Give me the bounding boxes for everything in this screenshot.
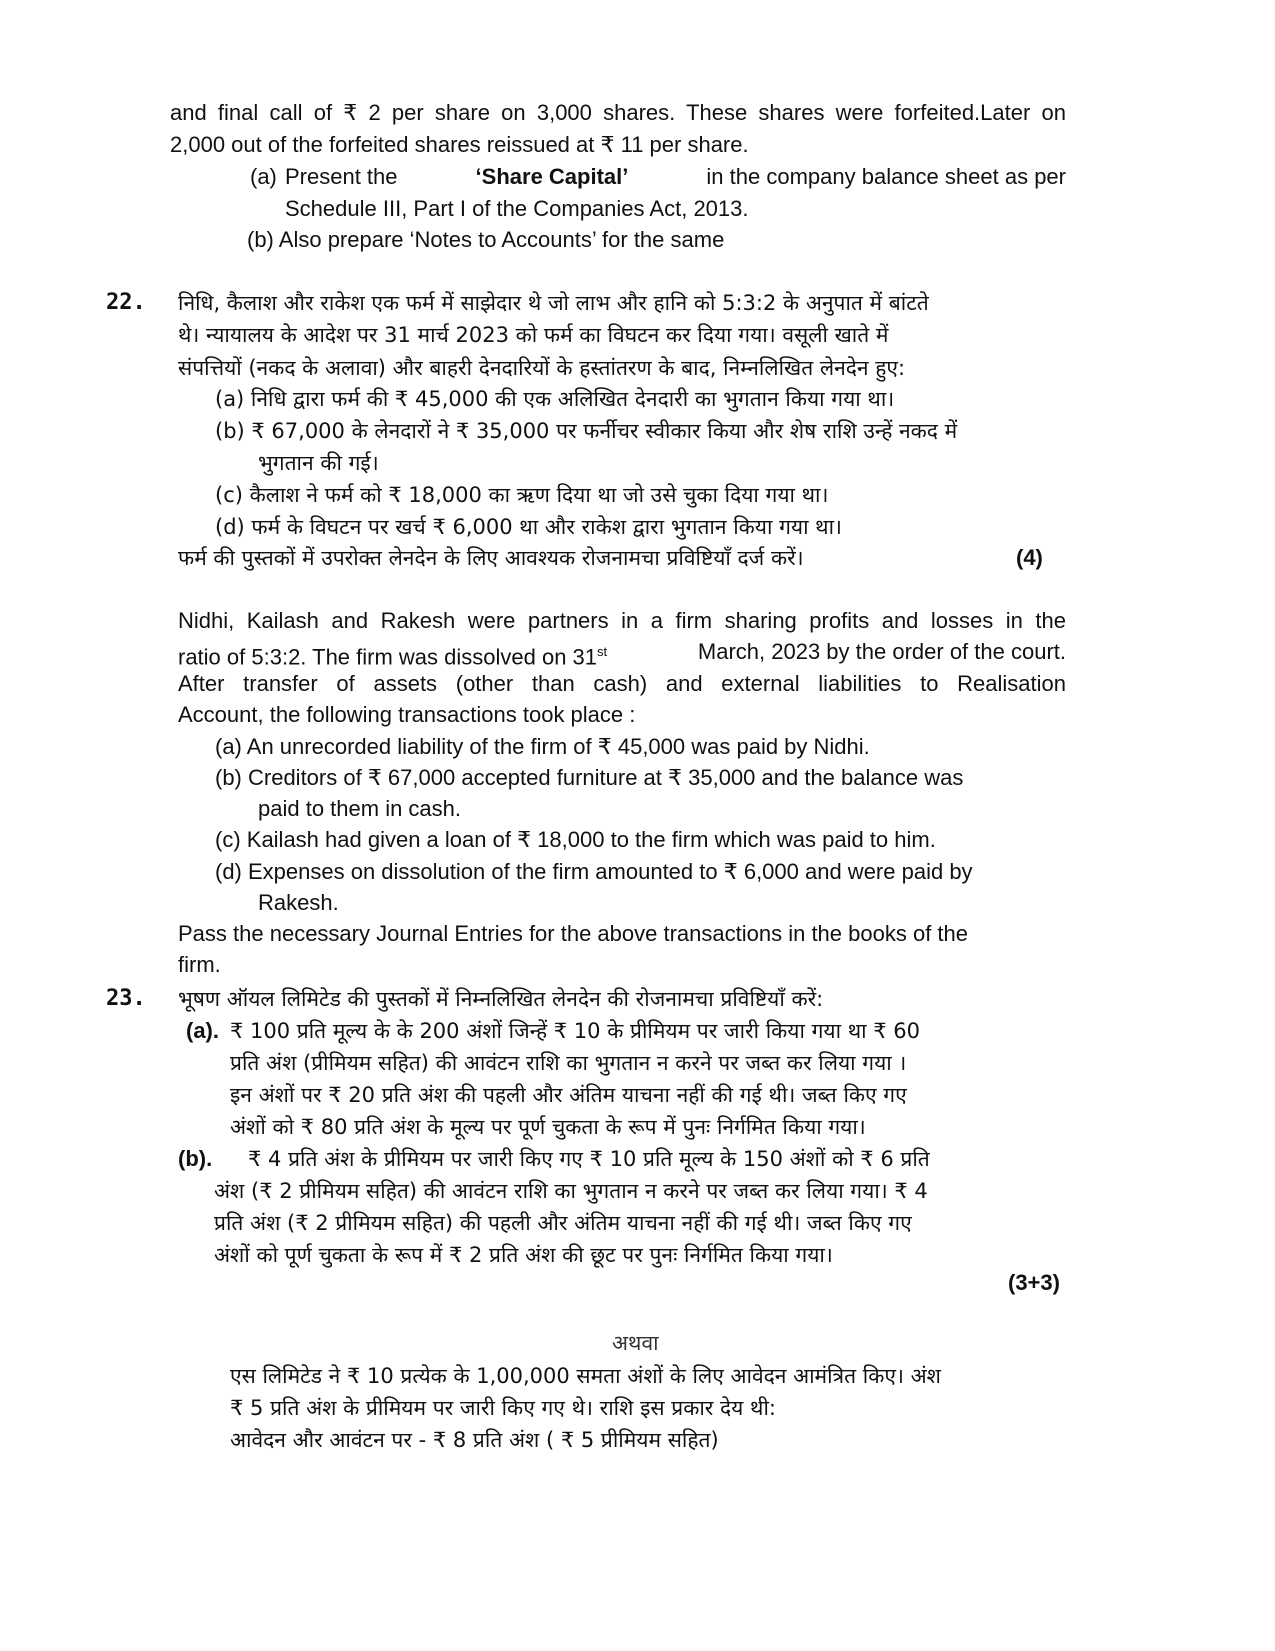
q21-line: and final call of ₹ 2 per share on 3,000 shares. These shares were forfeited.Later on [170, 100, 1066, 125]
q23-b-line: प्रति अंश (₹ 2 प्रीमियम सहित) की पहली और अंतिम याचना नहीं की गई थी। जब्त किए गए [214, 1211, 912, 1235]
q21-sub-label: (a) [250, 164, 277, 189]
q22-en-ratio [178, 637, 607, 672]
q22-hi-line: थे। न्यायालय के आदेश पर 31 मार्च 2023 को फर्म का विघटन कर दिया गया। वसूली खाते में [178, 323, 889, 347]
q23-or-line: आवेदन और आवंटन पर - ₹ 8 प्रति अंश ( ₹ 5 प्रीमियम सहित) [230, 1428, 719, 1452]
q23-intro: भूषण ऑयल लिमिटेड की पुस्तकों में निम्नलिखित लेनदेन की रोजनामचा प्रविष्टियाँ करें: [178, 987, 824, 1011]
q22-en-line: Account, the following transactions took place : [178, 702, 636, 727]
q23-a-line: ₹ 100 प्रति मूल्य के के 200 अंशों जिन्हें ₹ 10 के प्रीमियम पर जारी किया गया था ₹ 60 [230, 1019, 920, 1043]
marks: (4) [1016, 545, 1043, 570]
q22-en-item: (d) Expenses on dissolution of the firm amounted to ₹ 6,000 and were paid by [215, 859, 973, 884]
q23-b-line: अंशों को पूर्ण चुकता के रूप में ₹ 2 प्रति अंश की छूट पर पुनः निर्गमित किया गया। [214, 1243, 833, 1267]
q22-en-line: After transfer of assets (other than cash) and external liabilities to Realisation [178, 671, 1066, 696]
q22-en-item: paid to them in cash. [258, 796, 462, 821]
q23-a-line: अंशों को ₹ 80 प्रति अंश के मूल्य पर पूर्ण चुकता के रूप में पुनः निर्गमित किया गया। [230, 1115, 866, 1139]
question-number: 23. [106, 986, 146, 1011]
q22-en-item: (a) An unrecorded liability of the firm of ₹ 45,000 was paid by Nidhi. [215, 734, 870, 759]
q21-sub-b: (b) Also prepare ‘Notes to Accounts’ for the same [247, 227, 725, 252]
q22-en-line: firm. [178, 952, 221, 977]
q23-sub-label: (b). [178, 1146, 213, 1171]
q22-hi-item: भुगतान की गई। [258, 451, 379, 475]
q22-en-text: ratio of 5:3:2. The firm was dissolved on 31 [178, 644, 598, 670]
q21-sub-a-text: Present the [285, 164, 398, 189]
q23-a-line: इन अंशों पर ₹ 20 प्रति अंश की पहली और अंतिम याचना नहीं की गई थी। जब्त किए गए [230, 1083, 907, 1107]
q22-hi-line: संपत्तियों (नकद के अलावा) और बाहरी देनदारियों के हस्तांतरण के बाद, निम्नलिखित लेनदेन हुए: [178, 356, 906, 380]
q21-line: 2,000 out of the forfeited shares reissued at ₹ 11 per share. [170, 132, 749, 157]
q22-hi-line: फर्म की पुस्तकों में उपरोक्त लेनदेन के लिए आवश्यक रोजनामचा प्रविष्टियाँ दर्ज करें। [178, 546, 804, 570]
q22-hi-item: (d) फर्म के विघटन पर खर्च ₹ 6,000 था और राकेश द्वारा भुगतान किया गया था। [215, 515, 842, 539]
q21-sub-a [285, 162, 1066, 192]
q22-hi-line: निधि, कैलाश और राकेश एक फर्म में साझेदार थे जो लाभ और हानि को 5:3:2 के अनुपात में बांटते [178, 291, 929, 315]
q23-sub-label: (a). [186, 1018, 219, 1043]
q23-a-line: प्रति अंश (प्रीमियम सहित) की आवंटन राशि का भुगतान न करने पर जब्त कर लिया गया । [230, 1051, 907, 1075]
q22-en-item: (b) Creditors of ₹ 67,000 accepted furniture at ₹ 35,000 and the balance was [215, 765, 964, 790]
q22-en-item: (c) Kailash had given a loan of ₹ 18,000 to the firm which was paid to him. [215, 827, 936, 852]
q21-sub-a-bold: ‘Share Capital’ [475, 164, 629, 189]
q21-sub-a-text: in the company balance sheet as per [706, 164, 1066, 189]
superscript: st [597, 644, 608, 659]
q22-en-line [178, 637, 1066, 672]
q22-en-line: Pass the necessary Journal Entries for the above transactions in the books of the [178, 921, 969, 946]
question-number: 22. [106, 290, 146, 315]
marks: (3+3) [1008, 1270, 1060, 1295]
q22-en-line: Nidhi, Kailash and Rakesh were partners in a firm sharing profits and losses in the [178, 608, 1066, 633]
q23-b-line: ₹ 4 प्रति अंश के प्रीमियम पर जारी किए गए ₹ 10 प्रति मूल्य के 150 अंशों को ₹ 6 प्रति [248, 1147, 930, 1171]
q22-en-text: March, 2023 by the order of the court. [697, 639, 1066, 664]
q21-sub-a-line2: Schedule III, Part I of the Companies Act, 2013. [285, 196, 749, 221]
or-separator: अथवा [612, 1331, 659, 1355]
q23-b-line: अंश (₹ 2 प्रीमियम सहित) की आवंटन राशि का भुगतान न करने पर जब्त कर लिया गया। ₹ 4 [214, 1179, 928, 1203]
q23-or-line: ₹ 5 प्रति अंश के प्रीमियम पर जारी किए गए थे। राशि इस प्रकार देय थी: [230, 1396, 776, 1420]
q22-hi-item: (a) निधि द्वारा फर्म की ₹ 45,000 की एक अलिखित देनदारी का भुगतान किया गया था। [215, 387, 895, 411]
q22-en-item: Rakesh. [258, 890, 339, 915]
q22-hi-item: (b) ₹ 67,000 के लेनदारों ने ₹ 35,000 पर फर्नीचर स्वीकार किया और शेष राशि उन्हें नकद में [215, 419, 958, 443]
q22-hi-item: (c) कैलाश ने फर्म को ₹ 18,000 का ऋण दिया था जो उसे चुका दिया गया था। [215, 483, 829, 507]
q23-or-line: एस लिमिटेड ने ₹ 10 प्रत्येक के 1,00,000 समता अंशों के लिए आवेदन आमंत्रित किए। अंश [230, 1364, 941, 1388]
